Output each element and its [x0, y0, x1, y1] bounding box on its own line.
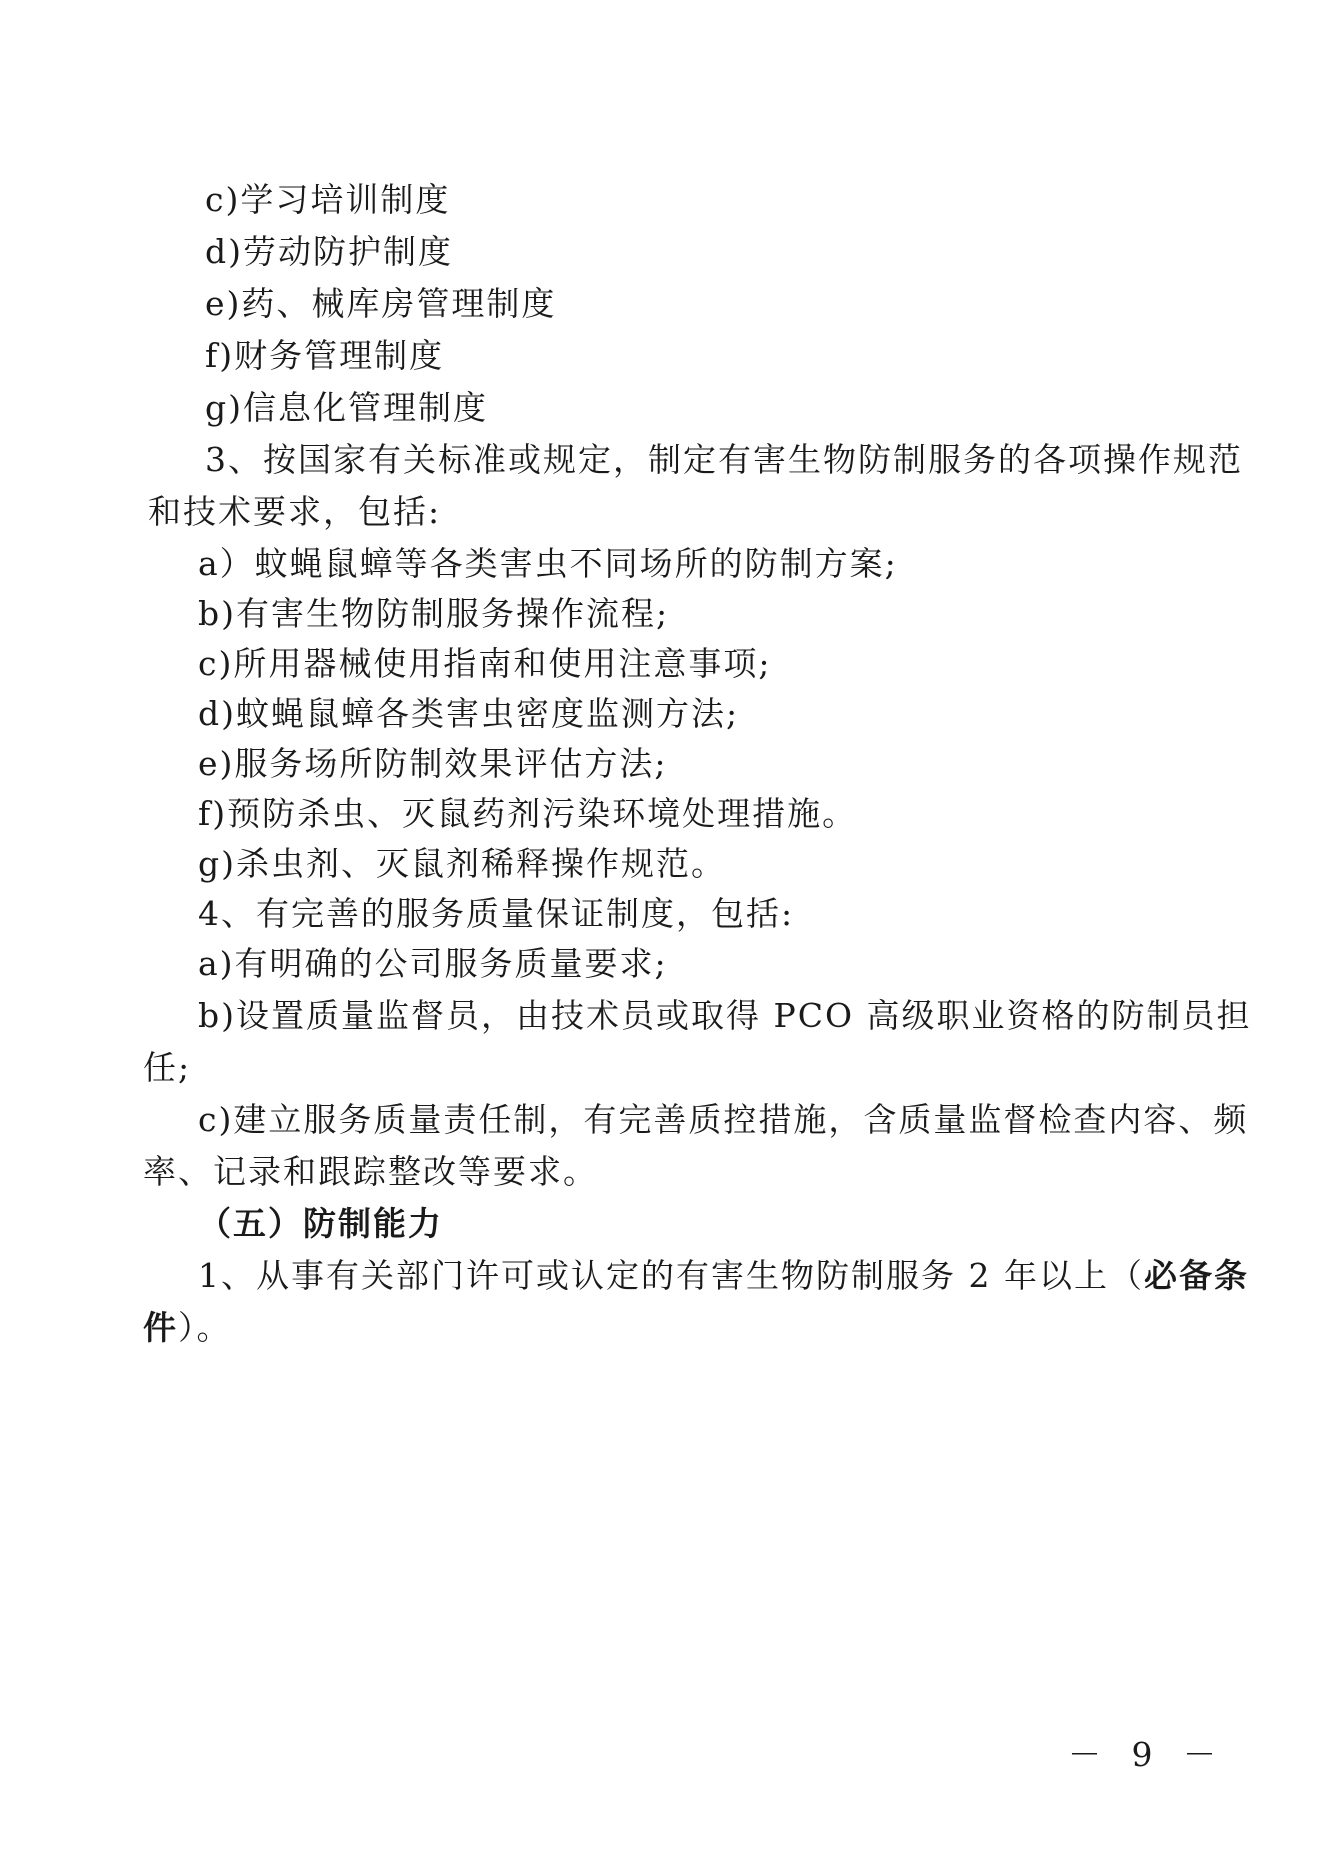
item-text: 1、从事有关部门许可或认定的有害生物防制服务 2 年以上（: [198, 1256, 1144, 1295]
item-3-subitem: a）蚊蝇鼠蟑等各类害虫不同场所的防制方案;: [198, 544, 898, 583]
item-4-subitem-a: a)有明确的公司服务质量要求;: [198, 944, 668, 983]
management-system-item: d)劳动防护制度: [205, 232, 453, 271]
item-4-subitem-c-line-2: 率、记录和跟踪整改等要求。: [143, 1152, 598, 1191]
management-system-item: f)财务管理制度: [205, 336, 445, 375]
section-5-item-1-line-1: [198, 1256, 1249, 1296]
required-condition-text: 件: [143, 1308, 178, 1347]
item-3-subitem: d)蚊蝇鼠蟑各类害虫密度监测方法;: [198, 694, 740, 733]
item-4-subitem-c-line-1: c)建立服务质量责任制，有完善质控措施，含质量监督检查内容、频: [198, 1100, 1249, 1139]
item-3-line-2: 和技术要求，包括:: [148, 492, 442, 531]
item-3-subitem: g)杀虫剂、灭鼠剂稀释操作规范。: [198, 844, 726, 883]
required-condition-text: 必备条: [1143, 1256, 1249, 1295]
item-3-subitem: e)服务场所防制效果评估方法;: [198, 744, 668, 783]
management-system-item: c)学习培训制度: [205, 180, 451, 219]
management-system-item: g)信息化管理制度: [205, 388, 488, 427]
item-3-subitem: c)所用器械使用指南和使用注意事项;: [198, 644, 772, 683]
item-3-line-1: 3、按国家有关标准或规定，制定有害生物防制服务的各项操作规范: [205, 440, 1243, 479]
item-3-subitem: f)预防杀虫、灭鼠药剂污染环境处理措施。: [198, 794, 858, 833]
item-3-subitem: b)有害生物防制服务操作流程;: [198, 594, 670, 633]
management-system-item: e)药、械库房管理制度: [205, 284, 557, 323]
item-4-subitem-b-line-2: 任;: [143, 1048, 192, 1087]
item-text: ）。: [178, 1308, 232, 1347]
item-4-subitem-b-line-1: b)设置质量监督员，由技术员或取得 PCO 高级职业资格的防制员担: [198, 996, 1252, 1035]
page-number: － 9 －: [1068, 1735, 1226, 1774]
item-4-title: 4、有完善的服务质量保证制度，包括:: [198, 894, 795, 933]
section-heading: （五）防制能力: [198, 1204, 443, 1243]
section-5-item-1-line-2: [143, 1308, 232, 1348]
